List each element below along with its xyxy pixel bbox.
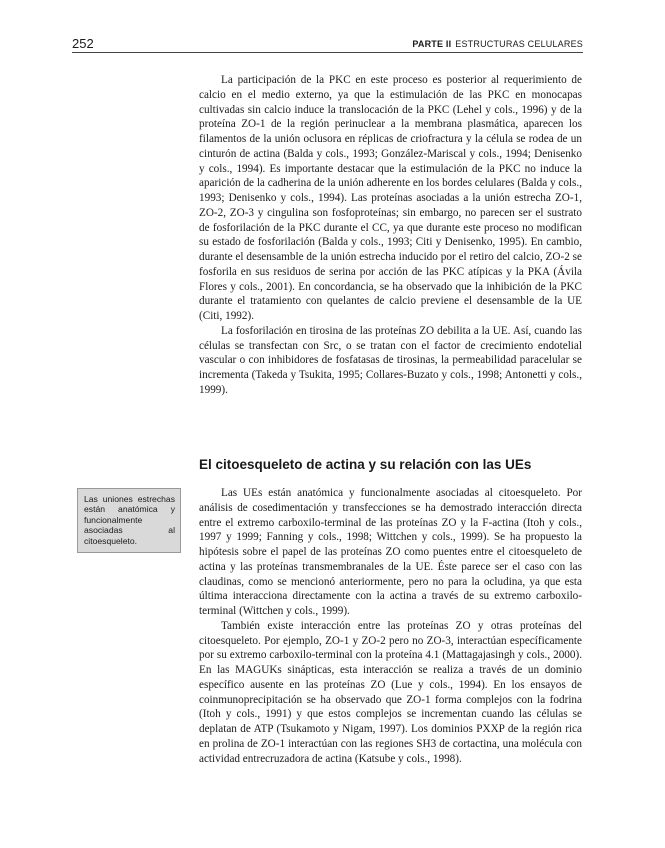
- running-head: [412, 39, 583, 49]
- paragraph: La fosforilación en tirosina de las proteínas ZO debilita a la UE. Así, cuando las células se transfectan con Src, o se tratan con el factor de crecimiento endotelial vascular o con inhibidores de fosfatasas de tirosinas, la permeabilidad paracelular se incrementa (Takeda y Tsukita, 1995; Collares-Buzato y cols., 1998; Antonetti y cols., 1999).: [199, 324, 582, 396]
- paragraph: Las UEs están anatómica y funcionalmente asociadas al citoesqueleto. Por análisis de cosedimentación y transfecciones se ha demostrado interacción directa entre el extremo carboxilo-terminal de las proteínas ZO y la F-actina (Itoh y cols., 1997 y 1999; Fanning y cols., 1998; Wittchen y cols., 1999). Se ha propuesto la hipótesis sobre el papel de las proteínas ZO como puentes entre el citoesqueleto de actina y las proteínas transmembranales de la UE. Éste parece ser el caso con las claudinas, como se mencionó anteriormente, pero no para la ocludina, ya que esta última interacciona directamente con la actina a través de su extremo carboxilo-terminal (Wittchen y cols., 1999).: [199, 487, 582, 617]
- paragraph: También existe interacción entre las proteínas ZO y otras proteínas del citoesqueleto. Por ejemplo, ZO-1 y ZO-2 pero no ZO-3, interactúan específicamente por su extremo carboxilo-terminal con la proteína 4.1 (Mattagajasingh y cols., 2000). En las MAGUKs sinápticas, esta interacción se realiza a través de un dominio específico ausente en las proteínas ZO (Lue y cols., 1994). En los ensayos de coinmunoprecipitación se ha observado que ZO-1 forma complejos con la fodrina (Itoh y cols., 1991) y que estos complejos se incrementan cuando las células se deplatan de ATP (Tsukamoto y Nigam, 1997). Los dominios PXXP de la región rica en prolina de ZO-1 interactúan con las regiones SH3 de cortactina, una molécula con actividad entrecruzadora de actina (Katsube y cols., 1998).: [199, 619, 582, 765]
- page-number: 252: [72, 36, 94, 51]
- header-rule: [72, 52, 583, 53]
- paragraph: La participación de la PKC en este proceso es posterior al requerimiento de calcio en el medio externo, ya que la estimulación de las PKC en monocapas cultivadas sin calcio induce la translocación de la PKC (Lehel y cols., 1996) y de la proteína ZO-1 de la región perinuclear a la membrana plasmática, aparecen los filamentos de la unión oclusora en réplicas de criofractura y la célula se rodea de un cinturón de actina (Balda y cols., 1993; González-Mariscal y cols., 1994; Denisenko y cols., 1994). Es importante destacar que la estimulación de la PKC no induce la aparición de la cadherina de la unión adherente en los bordes celulares (Balda y cols., 1993; Denisenko y cols., 1994). Las proteínas asociadas a la unión estrecha ZO-1, ZO-2, ZO-3 y cingulina son fosfoproteínas; sin embargo, no parecen ser el sustrato de fosforilación de la PKC durante el CC, ya que durante este proceso no modifican su estado de fosforilación (Balda y cols., 1993; Citi y Denisenko, 1995). En cambio, durante el desensamble de la unión estrecha inducido por el retiro del calcio, ZO-2 se fosforila en sus residuos de serina por acción de las PKC atípicas y la PKA (Ávila Flores y cols., 2001). En concordancia, se ha observado que la inhibición de la PKC durante el tratamiento con quelantes de calcio previene el desensamble de la UE (Citi, 1992).: [199, 74, 582, 322]
- body-text-top: [199, 73, 582, 398]
- section-heading: El citoesqueleto de actina y su relación con las UEs: [199, 457, 532, 472]
- part-title: ESTRUCTURAS CELULARES: [455, 39, 583, 49]
- part-label: PARTE II: [412, 39, 452, 49]
- margin-note: Las uniones estrechas están anatómica y funcionalmente asociadas al citoesqueleto.: [77, 488, 181, 553]
- body-text-section: [199, 486, 582, 766]
